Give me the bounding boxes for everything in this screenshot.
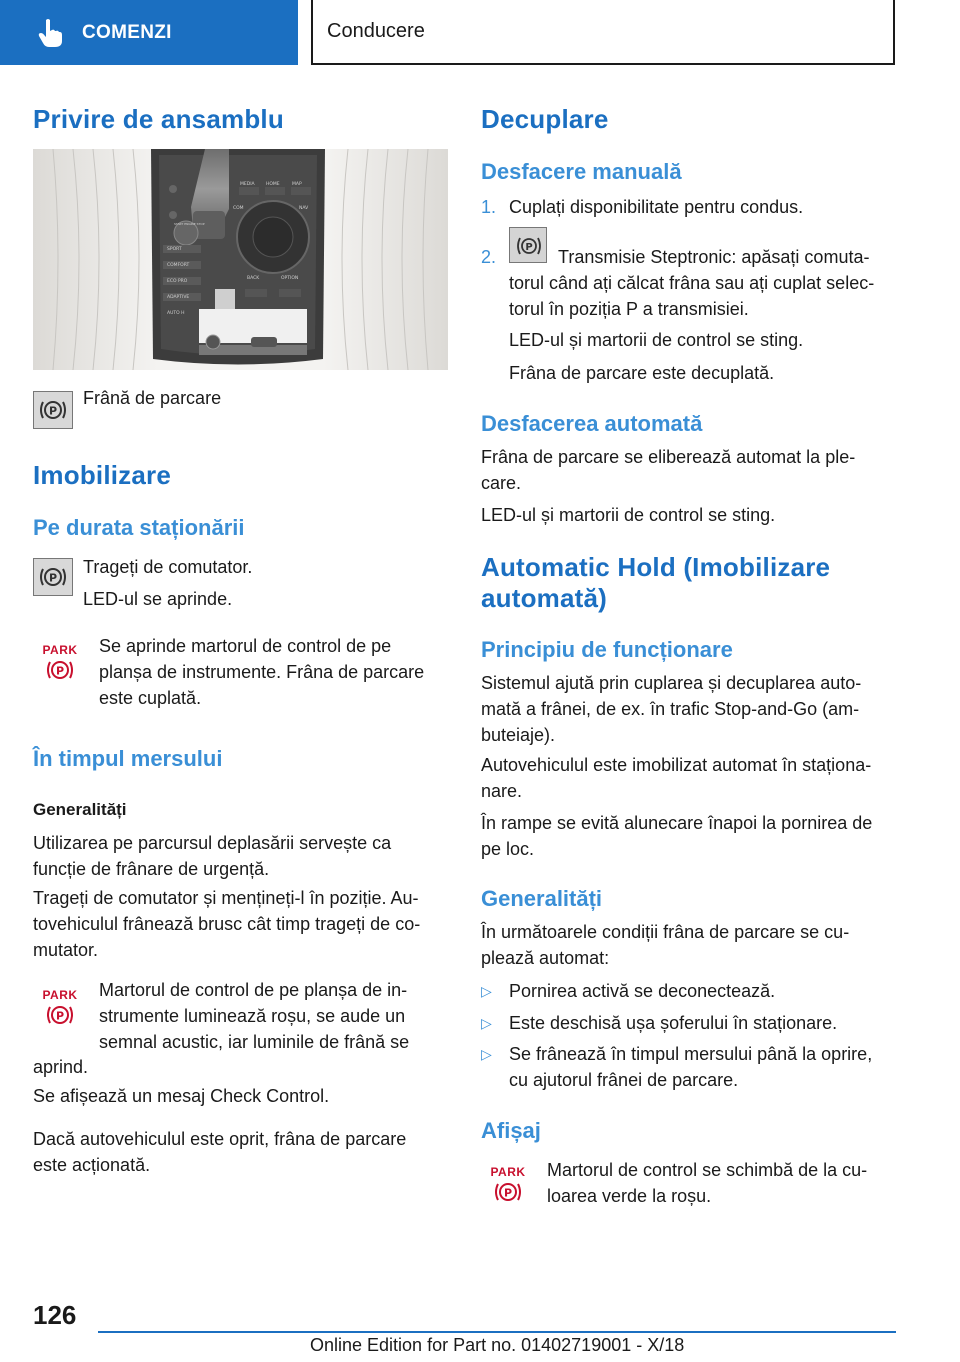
driving-title: În timpul mersului bbox=[33, 746, 223, 771]
header-section-label: Conducere bbox=[327, 20, 425, 42]
photo-label-back: BACK bbox=[247, 276, 260, 281]
hold-title-line-1: Automatic Hold (Imobilizare bbox=[481, 552, 831, 582]
bullet-item-3-cont: cu ajutorul frânei de parcare. bbox=[509, 1070, 739, 1090]
general-p1-line-2: plează automat: bbox=[481, 948, 610, 968]
driving-general-title: Generalități bbox=[33, 800, 127, 819]
photo-label-media: MEDIA bbox=[240, 182, 255, 187]
principle-p1-line-2: mată a frânei, de ex. în trafic Stop-and-Go (am- bbox=[481, 699, 860, 719]
brake-caption: Frână de parcare bbox=[83, 388, 222, 408]
photo-label-map: MAP bbox=[292, 182, 302, 187]
svg-text:P: P bbox=[55, 1009, 65, 1023]
header-tab-label: COMENZI bbox=[82, 21, 172, 43]
driving-note-line-1: Martorul de control de pe planșa de in- bbox=[99, 980, 408, 1000]
bullet-marker: ▷ bbox=[481, 1015, 492, 1031]
display-note-line-2: loarea verde la roșu. bbox=[547, 1186, 712, 1206]
bullet-item-1: Pornirea activă se deconectează. bbox=[509, 981, 776, 1001]
svg-text:P: P bbox=[48, 571, 58, 585]
principle-p3-line-2: pe loc. bbox=[481, 839, 535, 859]
photo-label-auto-h: AUTO H bbox=[167, 311, 185, 316]
driving-p2-line-3: mutator. bbox=[33, 940, 99, 960]
park-note-line-1: Se aprinde martorul de control de pe bbox=[99, 636, 392, 656]
driving-note-line-2: strumente luminează roșu, se aude un bbox=[99, 1006, 406, 1026]
parking-title: Pe durata staționării bbox=[33, 515, 245, 540]
hold-title-line-2: automată) bbox=[481, 583, 608, 613]
park-label: PARK bbox=[42, 988, 78, 1002]
auto-release-line-1: Frâna de parcare se eliberează automat la ple- bbox=[481, 447, 856, 467]
park-note-line-2: planșa de instrumente. Frâna de parcare bbox=[99, 662, 425, 682]
principle-p2-line-1: Autovehiculul este imobilizat automat în staționa- bbox=[481, 755, 872, 775]
svg-text:P: P bbox=[503, 1186, 513, 1200]
photo-label-start-engine-stop: START ENGINE STOP bbox=[174, 222, 205, 226]
photo-label-nav: NAV bbox=[299, 206, 309, 211]
general-title: Generalități bbox=[481, 886, 603, 911]
hand-pointer-icon bbox=[36, 18, 64, 48]
parking-brake-icon bbox=[33, 558, 73, 596]
bullet-item-3: Se frânează în timpul mersului până la oprire, bbox=[509, 1044, 873, 1064]
step-2-number: 2. bbox=[481, 247, 497, 267]
header-section bbox=[311, 0, 895, 65]
principle-p1-line-1: Sistemul ajută prin cuplarea și decuplarea auto- bbox=[481, 673, 862, 693]
manual-release-title: Desfacere manuală bbox=[481, 159, 682, 184]
svg-text:P: P bbox=[55, 664, 65, 678]
step-2-button-icon bbox=[509, 227, 555, 263]
footer-edition: Online Edition for Part no. 01402719001 - X/18 bbox=[310, 1335, 685, 1355]
step-2-result-b: Frâna de parcare este decuplată. bbox=[509, 363, 775, 383]
park-note-line-3: este cuplată. bbox=[99, 688, 202, 708]
park-label: PARK bbox=[490, 1165, 526, 1179]
bullet-item-2: Este deschisă ușa șoferului în staționare. bbox=[509, 1013, 838, 1033]
principle-title: Principiu de funcționare bbox=[481, 637, 733, 662]
svg-text:P: P bbox=[48, 404, 58, 418]
driving-note-line-3: semnal acustic, iar luminile de frână se bbox=[99, 1032, 410, 1052]
driving-note-end: aprind. bbox=[33, 1057, 89, 1077]
park-warning-icon bbox=[488, 1166, 528, 1210]
immobilize-title: Imobilizare bbox=[33, 460, 172, 490]
release-title: Decuplare bbox=[481, 104, 609, 134]
page-number: 126 bbox=[33, 1300, 77, 1330]
auto-release-p2: LED-ul și martorii de control se sting. bbox=[481, 505, 776, 525]
display-title: Afișaj bbox=[481, 1118, 541, 1143]
photo-label-home: HOME bbox=[266, 182, 280, 187]
auto-release-title: Desfacerea automată bbox=[481, 411, 703, 436]
principle-p1-line-3: buteiaje). bbox=[481, 725, 556, 745]
parking-line-2: LED-ul se aprinde. bbox=[83, 589, 233, 609]
principle-p2-line-2: nare. bbox=[481, 781, 523, 801]
photo-label-eco-pro: ECO PRO bbox=[167, 279, 188, 284]
step-1-number: 1. bbox=[481, 197, 497, 217]
driving-p2-line-1: Trageți de comutator și mențineți-l în poziție. Au- bbox=[33, 888, 419, 908]
driving-p1-line-1: Utilizarea pe parcursul deplasării servește ca bbox=[33, 833, 392, 853]
bullet-marker: ▷ bbox=[481, 983, 492, 999]
footer-divider bbox=[98, 1331, 896, 1333]
parking-line-1: Trageți de comutator. bbox=[83, 557, 253, 577]
header-tab[interactable] bbox=[0, 0, 298, 65]
park-label: PARK bbox=[42, 643, 78, 657]
step-1-text: Cuplați disponibilitate pentru condus. bbox=[509, 197, 804, 217]
stopped-note-line-1: Dacă autovehiculul este oprit, frâna de parcare bbox=[33, 1129, 407, 1149]
step-2-result-a: LED-ul și martorii de control se sting. bbox=[509, 330, 804, 350]
driving-p2-line-2: tovehiculul frânează brusc cât timp trageți de co- bbox=[33, 914, 421, 934]
park-warning-icon bbox=[40, 644, 80, 688]
bullet-marker: ▷ bbox=[481, 1046, 492, 1062]
center-console-photo bbox=[33, 149, 448, 370]
check-control-note: Se afișează un mesaj Check Control. bbox=[33, 1086, 330, 1106]
step-2-line-3: torul în poziția P a transmisiei. bbox=[509, 299, 749, 319]
parking-brake-icon bbox=[33, 391, 73, 429]
svg-text:P: P bbox=[525, 242, 533, 253]
step-2-line-2: torul când ați călcat frâna sau ați cuplat selec- bbox=[509, 273, 875, 293]
driving-p1-line-2: funcție de frânare de urgență. bbox=[33, 859, 270, 879]
stopped-note-line-2: este acționată. bbox=[33, 1155, 151, 1175]
principle-p3-line-1: În rampe se evită alunecare înapoi la pornirea de bbox=[481, 813, 873, 833]
display-note-line-1: Martorul de control se schimbă de la cu- bbox=[547, 1160, 868, 1180]
step-2-line-1: Transmisie Steptronic: apăsați comuta- bbox=[558, 247, 870, 267]
photo-label-comfort: COMFORT bbox=[167, 263, 190, 268]
general-p1-line-1: În următoarele condiții frâna de parcare se cu- bbox=[481, 922, 850, 942]
photo-label-option: OPTION bbox=[281, 276, 299, 281]
auto-release-line-2: care. bbox=[481, 473, 522, 493]
overview-title: Privire de ansamblu bbox=[33, 104, 284, 134]
photo-label-sport: SPORT bbox=[167, 247, 182, 252]
park-warning-icon bbox=[40, 989, 80, 1033]
photo-label-adaptive: ADAPTIVE bbox=[167, 295, 190, 300]
photo-label-com: COM bbox=[233, 206, 244, 211]
